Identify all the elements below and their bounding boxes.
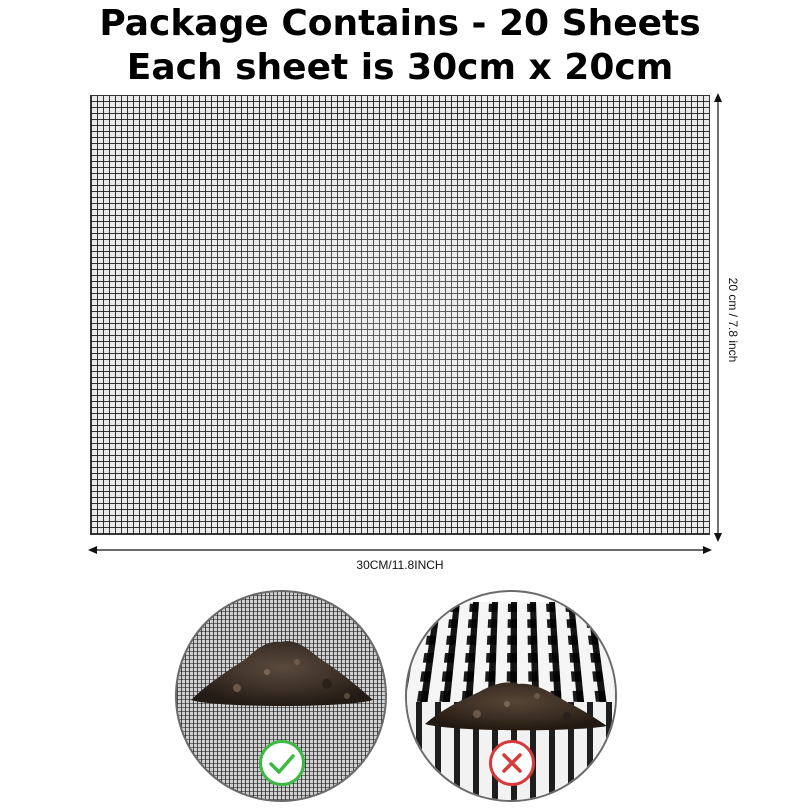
check-icon: [259, 740, 305, 786]
mesh-sheet-image: [90, 95, 710, 535]
width-label: 30CM/11.8INCH: [356, 558, 444, 572]
height-label: 20 cm / 7.8 inch: [726, 277, 740, 363]
sheet-size-title: Each sheet is 30cm x 20cm: [126, 47, 674, 88]
cross-icon: [489, 740, 535, 786]
package-count-title: Package Contains - 20 Sheets: [99, 3, 701, 44]
